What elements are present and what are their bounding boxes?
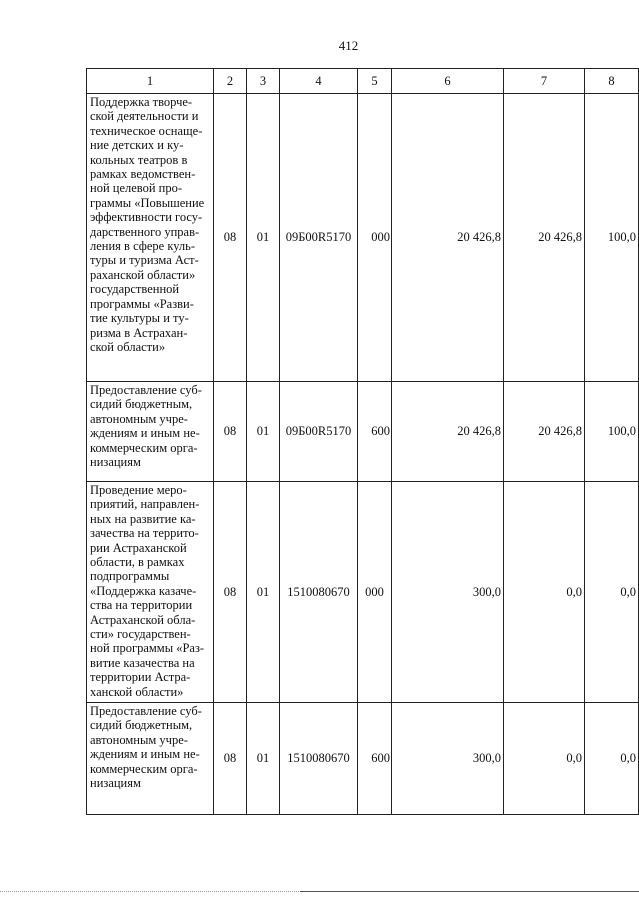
target-article-code: 09Б00R5170: [280, 382, 358, 482]
column-header: 3: [247, 69, 280, 94]
column-header: 6: [392, 69, 504, 94]
section-code: 08: [214, 703, 247, 815]
actual-amount: 20 426,8: [504, 382, 585, 482]
section-code: 08: [214, 94, 247, 382]
row-description: Предоставление суб- сидий бюджетным, автономным учре- ждениям и иным не- коммерческим орга- низациям: [87, 382, 214, 482]
execution-percent: 100,0: [585, 94, 639, 382]
planned-amount: 300,0: [392, 703, 504, 815]
subsection-code: 01: [247, 94, 280, 382]
page-number: 412: [338, 38, 359, 53]
column-header: 2: [214, 69, 247, 94]
expense-type-code: 000: [358, 94, 392, 382]
column-header: 8: [585, 69, 639, 94]
expense-type-code: 600: [358, 382, 392, 482]
subsection-code: 01: [247, 482, 280, 703]
planned-amount: 300,0: [392, 482, 504, 703]
table-row: [87, 482, 639, 703]
section-code: 08: [214, 482, 247, 703]
target-article-code: 09Б00R5170: [280, 94, 358, 382]
column-header: 4: [280, 69, 358, 94]
planned-amount: 20 426,8: [392, 382, 504, 482]
actual-amount: 0,0: [504, 703, 585, 815]
row-description: Поддержка творче- ской деятельности и техническое оснаще- ние детских и ку- кольных театров в рамках ведомствен- ной целевой про- граммы «Повышение эффективности госу- дарственного управ- ления в сфере куль- туры и туризма Аст- раханской области» государственной программы «Разви- тие культуры и ту- ризма в Астрахан- ской области»: [87, 94, 214, 382]
column-header: 7: [504, 69, 585, 94]
actual-amount: 20 426,8: [504, 94, 585, 382]
table-row: [87, 703, 639, 815]
execution-percent: 0,0: [585, 482, 639, 703]
scan-edge-line-solid: [300, 891, 639, 892]
expense-type-code: 000: [358, 482, 392, 703]
table-row: [87, 382, 639, 482]
target-article-code: 1510080670: [280, 482, 358, 703]
column-header: 5: [358, 69, 392, 94]
subsection-code: 01: [247, 703, 280, 815]
planned-amount: 20 426,8: [392, 94, 504, 382]
subsection-code: 01: [247, 382, 280, 482]
table-header-row: [87, 69, 639, 94]
expense-type-code: 600: [358, 703, 392, 815]
target-article-code: 1510080670: [280, 703, 358, 815]
row-description: Проведение меро- приятий, направлен- ных на развитие ка- зачества на террито- рии Астраханской области, в рамках подпрограммы «Поддержка казаче- ства на территории Астраханской обла- сти» государствен- ной программы «Раз- витие казачества на территории Астра- ханской области»: [87, 482, 214, 703]
row-description: Предоставление суб- сидий бюджетным, автономным учре- ждениям и иным не- коммерческим орга- низациям: [87, 703, 214, 815]
column-header: 1: [87, 69, 214, 94]
table-row: [87, 94, 639, 382]
budget-table: [86, 68, 639, 815]
section-code: 08: [214, 382, 247, 482]
execution-percent: 100,0: [585, 382, 639, 482]
execution-percent: 0,0: [585, 703, 639, 815]
actual-amount: 0,0: [504, 482, 585, 703]
